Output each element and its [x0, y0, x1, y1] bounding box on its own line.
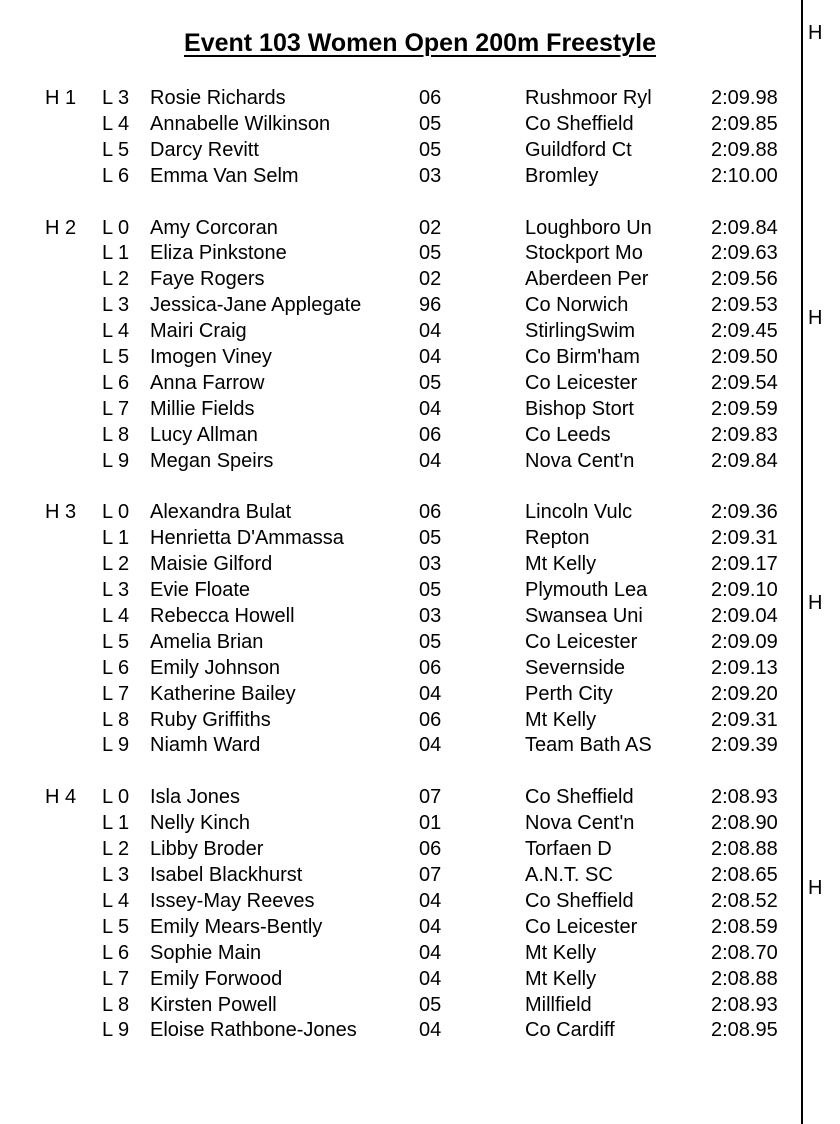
heat-block — [0, 216, 800, 475]
swimmer-name: Kirsten Powell — [150, 993, 277, 1016]
entry-time: 2:09.10 — [711, 579, 778, 602]
lane-number: L 5 — [102, 138, 130, 161]
swimmer-name: Nelly Kinch — [150, 812, 251, 835]
swimmer-age: 04 — [419, 1019, 442, 1042]
lane-number: L 8 — [102, 423, 130, 446]
club-name: Mt Kelly — [525, 708, 597, 731]
entry-row — [0, 423, 800, 449]
lane-number: L 3 — [102, 87, 130, 109]
club-name: Repton — [525, 527, 590, 550]
entry-row — [0, 216, 800, 242]
swimmer-age: 06 — [419, 423, 442, 446]
heat-label: H 4 — [45, 786, 77, 809]
swimmer-age: 04 — [419, 449, 442, 472]
swimmer-name: Emma Van Selm — [150, 164, 299, 187]
entry-row — [0, 811, 800, 837]
club-name: Co Cardiff — [525, 1019, 615, 1042]
entry-row — [0, 941, 800, 967]
swimmer-name: Niamh Ward — [150, 734, 261, 757]
entry-row — [0, 993, 800, 1019]
entry-row — [0, 630, 800, 656]
entry-time: 2:08.59 — [711, 915, 778, 938]
swimmer-age: 04 — [419, 889, 442, 912]
lane-number: L 4 — [102, 112, 130, 135]
swimmer-name: Amy Corcoran — [150, 216, 278, 239]
swimmer-name: Isla Jones — [150, 786, 241, 809]
entry-time: 2:09.53 — [711, 294, 778, 317]
swimmer-name: Issey-May Reeves — [150, 889, 315, 912]
swimmer-age: 03 — [419, 553, 442, 576]
swimmer-age: 04 — [419, 397, 442, 420]
page-edge-divider — [801, 0, 803, 1124]
heat-block — [0, 785, 800, 1044]
swimmer-age: 04 — [419, 915, 442, 938]
entry-time: 2:08.65 — [711, 864, 778, 887]
club-name: Aberdeen Per — [525, 268, 649, 291]
entry-time: 2:09.88 — [711, 138, 778, 161]
swimmer-name: Emily Forwood — [150, 967, 283, 990]
club-name: Co Leicester — [525, 630, 638, 653]
lane-number: L 0 — [102, 786, 130, 809]
swimmer-name: Emily Johnson — [150, 656, 281, 679]
club-name: Co Leicester — [525, 915, 638, 938]
entry-row — [0, 138, 800, 164]
entry-row — [0, 267, 800, 293]
lane-number: L 8 — [102, 708, 130, 731]
swimmer-name: Henrietta D'Ammassa — [150, 527, 344, 550]
swimmer-age: 04 — [419, 320, 442, 343]
entry-row — [0, 604, 800, 630]
adjacent-page-heat-mark: H — [808, 592, 823, 614]
swimmer-age: 02 — [419, 216, 442, 239]
swimmer-age: 05 — [419, 371, 442, 394]
entry-time: 2:09.17 — [711, 553, 778, 576]
entry-time: 2:08.95 — [711, 1019, 778, 1042]
entry-time: 2:09.31 — [711, 708, 778, 731]
swimmer-age: 05 — [419, 630, 442, 653]
swimmer-age: 05 — [419, 138, 442, 161]
swimmer-name: Alexandra Bulat — [150, 501, 292, 524]
lane-number: L 7 — [102, 397, 130, 420]
lane-number: L 2 — [102, 838, 130, 861]
lane-number: L 9 — [102, 1019, 130, 1042]
swimmer-age: 05 — [419, 242, 442, 265]
entry-row — [0, 319, 800, 345]
swimmer-age: 07 — [419, 786, 442, 809]
entry-row — [0, 967, 800, 993]
swimmer-age: 05 — [419, 993, 442, 1016]
swimmer-age: 06 — [419, 656, 442, 679]
club-name: Bromley — [525, 164, 599, 187]
lane-number: L 5 — [102, 630, 130, 653]
entry-row — [0, 733, 800, 759]
entry-time: 2:09.56 — [711, 268, 778, 291]
lane-number: L 6 — [102, 371, 130, 394]
swimmer-name: Maisie Gilford — [150, 553, 273, 576]
club-name: Perth City — [525, 682, 613, 705]
club-name: Mt Kelly — [525, 967, 597, 990]
entry-time: 2:09.20 — [711, 682, 778, 705]
lane-number: L 3 — [102, 294, 130, 317]
entry-time: 2:09.13 — [711, 656, 778, 679]
lane-number: L 0 — [102, 216, 130, 239]
club-name: Stockport Mo — [525, 242, 643, 265]
entry-time: 2:08.88 — [711, 967, 778, 990]
entry-time: 2:08.93 — [711, 993, 778, 1016]
entry-row — [0, 863, 800, 889]
entry-time: 2:08.90 — [711, 812, 778, 835]
entry-time: 2:09.04 — [711, 605, 778, 628]
swimmer-name: Megan Speirs — [150, 449, 274, 472]
club-name: Mt Kelly — [525, 553, 597, 576]
swimmer-age: 05 — [419, 579, 442, 602]
lane-number: L 4 — [102, 320, 130, 343]
heat-label: H 3 — [45, 501, 77, 524]
entry-row — [0, 552, 800, 578]
club-name: Loughboro Un — [525, 216, 652, 239]
club-name: Nova Cent'n — [525, 449, 635, 472]
entry-row — [0, 112, 800, 138]
swimmer-age: 06 — [419, 501, 442, 524]
lane-number: L 1 — [102, 812, 130, 835]
heat-block — [0, 86, 800, 190]
lane-number: L 3 — [102, 864, 130, 887]
entry-row — [0, 785, 800, 811]
entry-time: 2:08.52 — [711, 889, 778, 912]
entry-time: 2:09.39 — [711, 734, 778, 757]
entry-row — [0, 371, 800, 397]
entry-row — [0, 500, 800, 526]
lane-number: L 9 — [102, 734, 130, 757]
swimmer-age: 04 — [419, 967, 442, 990]
lane-number: L 0 — [102, 501, 130, 524]
event-title: Event 103 Women Open 200m Freestyle — [184, 29, 656, 57]
adjacent-page-heat-mark: H — [808, 22, 823, 44]
swimmer-name: Ruby Griffiths — [150, 708, 271, 731]
club-name: A.N.T. SC — [525, 864, 613, 887]
entry-time: 2:10.00 — [711, 164, 778, 187]
entry-time: 2:08.88 — [711, 838, 778, 861]
entry-time: 2:08.70 — [711, 941, 778, 964]
club-name: Lincoln Vulc — [525, 501, 633, 524]
lane-number: L 6 — [102, 656, 130, 679]
heat-label: H 2 — [45, 216, 77, 239]
entry-time: 2:09.85 — [711, 112, 778, 135]
swimmer-age: 06 — [419, 87, 442, 109]
club-name: Rushmoor Ryl — [525, 87, 652, 109]
lane-number: L 6 — [102, 941, 130, 964]
lane-number: L 5 — [102, 915, 130, 938]
entry-row — [0, 241, 800, 267]
lane-number: L 9 — [102, 449, 130, 472]
club-name: Co Leicester — [525, 371, 638, 394]
swimmer-name: Evie Floate — [150, 579, 251, 602]
adjacent-page-heat-mark: H — [808, 877, 823, 899]
lane-number: L 6 — [102, 164, 130, 187]
entry-row — [0, 526, 800, 552]
entry-time: 2:09.36 — [711, 501, 778, 524]
entry-time: 2:09.84 — [711, 216, 778, 239]
lane-number: L 1 — [102, 242, 130, 265]
club-name: Bishop Stort — [525, 397, 634, 420]
club-name: Co Sheffield — [525, 786, 634, 809]
swimmer-name: Sophie Main — [150, 941, 262, 964]
swimmer-name: Mairi Craig — [150, 320, 247, 343]
adjacent-page-heat-mark: H — [808, 307, 823, 329]
heat-list — [0, 86, 800, 1070]
entry-time: 2:09.50 — [711, 346, 778, 369]
swimmer-name: Millie Fields — [150, 397, 255, 420]
club-name: Co Norwich — [525, 294, 629, 317]
entry-row — [0, 656, 800, 682]
lane-number: L 4 — [102, 605, 130, 628]
entry-time: 2:09.63 — [711, 242, 778, 265]
swimmer-age: 01 — [419, 812, 442, 835]
club-name: Torfaen D — [525, 838, 612, 861]
swimmer-age: 96 — [419, 294, 442, 317]
swimmer-name: Rosie Richards — [150, 87, 286, 109]
entry-time: 2:09.54 — [711, 371, 778, 394]
club-name: Co Leeds — [525, 423, 611, 446]
swimmer-age: 07 — [419, 864, 442, 887]
entry-time: 2:09.83 — [711, 423, 778, 446]
swimmer-age: 03 — [419, 164, 442, 187]
club-name: Nova Cent'n — [525, 812, 635, 835]
swimmer-age: 06 — [419, 838, 442, 861]
swimmer-name: Darcy Revitt — [150, 138, 259, 161]
swimmer-name: Anna Farrow — [150, 371, 265, 394]
entry-row — [0, 397, 800, 423]
swimmer-name: Amelia Brian — [150, 630, 264, 653]
club-name: StirlingSwim — [525, 320, 636, 343]
entry-time: 2:09.59 — [711, 397, 778, 420]
lane-number: L 7 — [102, 682, 130, 705]
club-name: Guildford Ct — [525, 138, 632, 161]
entry-time: 2:09.31 — [711, 527, 778, 550]
entry-row — [0, 915, 800, 941]
swimmer-name: Emily Mears-Bently — [150, 915, 323, 938]
swimmer-age: 04 — [419, 941, 442, 964]
swimmer-name: Libby Broder — [150, 838, 264, 861]
swimmer-name: Rebecca Howell — [150, 605, 295, 628]
lane-number: L 5 — [102, 346, 130, 369]
entry-time: 2:08.93 — [711, 786, 778, 809]
lane-number: L 2 — [102, 553, 130, 576]
swimmer-age: 04 — [419, 734, 442, 757]
club-name: Millfield — [525, 993, 592, 1016]
entry-row — [0, 1018, 800, 1044]
entry-row — [0, 164, 800, 190]
entry-row — [0, 578, 800, 604]
entry-row — [0, 682, 800, 708]
entry-time: 2:09.45 — [711, 320, 778, 343]
club-name: Mt Kelly — [525, 941, 597, 964]
lane-number: L 1 — [102, 527, 130, 550]
swimmer-age: 02 — [419, 268, 442, 291]
swimmer-name: Faye Rogers — [150, 268, 265, 291]
swimmer-name: Isabel Blackhurst — [150, 864, 303, 887]
entry-row — [0, 345, 800, 371]
swimmer-name: Katherine Bailey — [150, 682, 296, 705]
swimmer-age: 04 — [419, 346, 442, 369]
lane-number: L 4 — [102, 889, 130, 912]
lane-number: L 3 — [102, 579, 130, 602]
swimmer-age: 05 — [419, 112, 442, 135]
club-name: Team Bath AS — [525, 734, 652, 757]
swimmer-age: 06 — [419, 708, 442, 731]
heat-block — [0, 500, 800, 759]
swimmer-name: Lucy Allman — [150, 423, 258, 446]
entry-row — [0, 837, 800, 863]
entry-row — [0, 889, 800, 915]
club-name: Severnside — [525, 656, 626, 679]
heat-label: H 1 — [45, 87, 77, 109]
entry-time: 2:09.09 — [711, 630, 778, 653]
lane-number: L 8 — [102, 993, 130, 1016]
entry-row — [0, 449, 800, 475]
club-name: Co Sheffield — [525, 112, 634, 135]
swimmer-name: Eliza Pinkstone — [150, 242, 287, 265]
lane-number: L 7 — [102, 967, 130, 990]
club-name: Co Birm'ham — [525, 346, 640, 369]
swimmer-age: 04 — [419, 682, 442, 705]
entry-row — [0, 86, 800, 112]
swimmer-name: Imogen Viney — [150, 346, 272, 369]
club-name: Plymouth Lea — [525, 579, 648, 602]
swimmer-age: 03 — [419, 605, 442, 628]
swimmer-name: Eloise Rathbone-Jones — [150, 1019, 357, 1042]
entry-row — [0, 708, 800, 734]
lane-number: L 2 — [102, 268, 130, 291]
entry-time: 2:09.98 — [711, 87, 778, 109]
club-name: Swansea Uni — [525, 605, 643, 628]
entry-row — [0, 293, 800, 319]
swimmer-age: 05 — [419, 527, 442, 550]
entry-time: 2:09.84 — [711, 449, 778, 472]
swimmer-name: Annabelle Wilkinson — [150, 112, 331, 135]
swimmer-name: Jessica-Jane Applegate — [150, 294, 362, 317]
club-name: Co Sheffield — [525, 889, 634, 912]
